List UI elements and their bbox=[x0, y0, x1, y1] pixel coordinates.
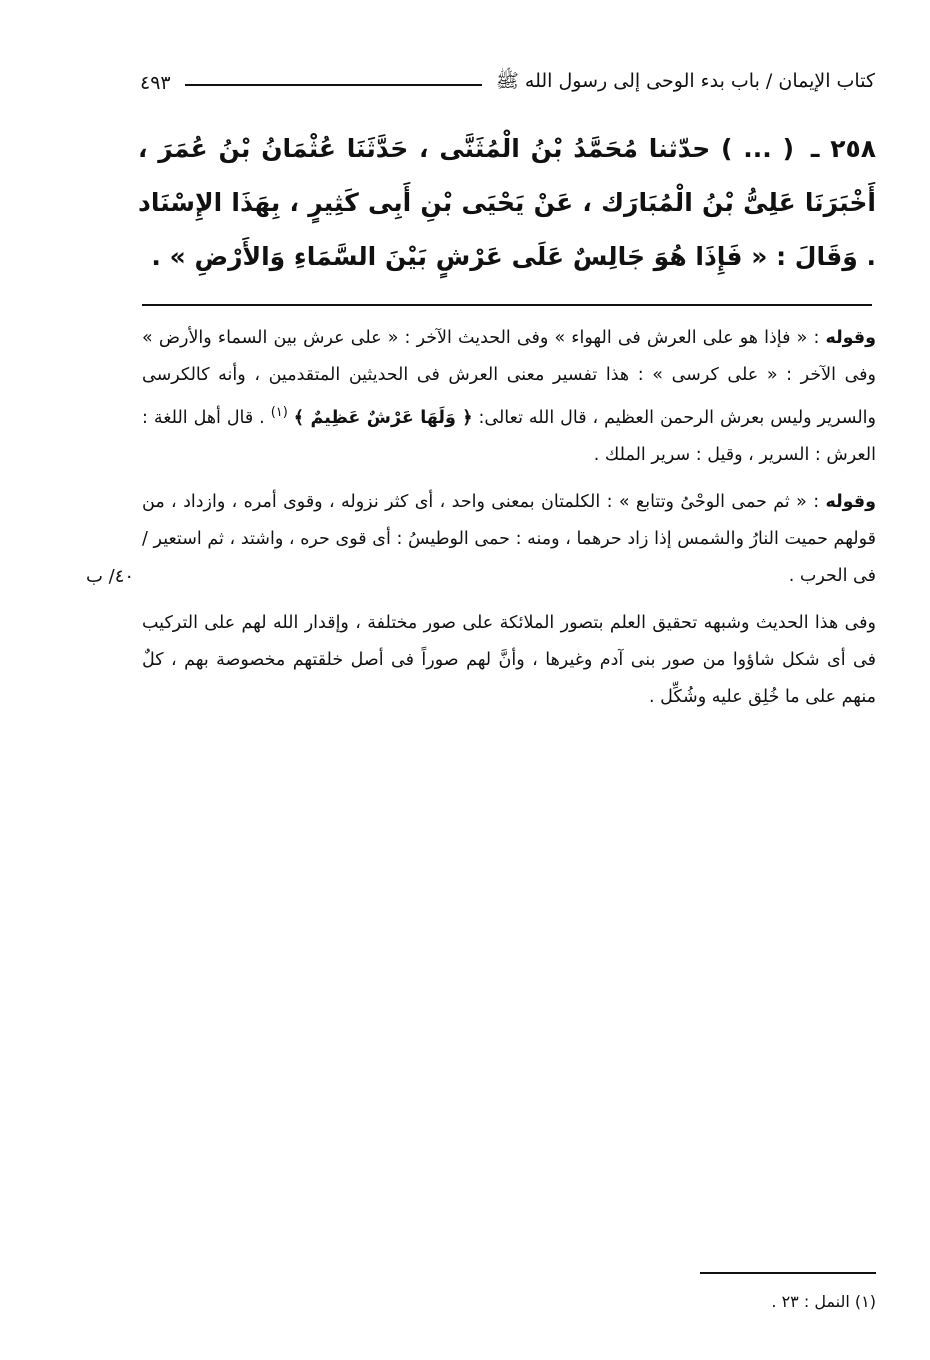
hadith-body: ( ... ) حدّثنا مُحَمَّدُ بْنُ الْمُثَنَّى ، حَدَّثَنَا عُثْمَانُ بْنُ عُمَرَ ، أَخْبَرَنَا عَلِىُّ بْنُ الْمُبَارَك ، عَنْ يَحْيَى بْنِ أَبِى كَثِيرٍ ، بِهَذَا الإِسْنَاد . وَقَالَ : « فَإِذَا هُوَ جَالِسٌ عَلَى عَرْشٍ بَيْنَ السَّمَاءِ وَالأَرْضِ » . bbox=[138, 134, 876, 271]
footnote: (١) النمل : ٢٣ . bbox=[771, 1292, 876, 1311]
paragraph-lead: وقوله bbox=[825, 328, 876, 348]
page-number: ٤٩٣ bbox=[140, 72, 171, 94]
quran-quote: ﴿ وَلَهَا عَرْشٌ عَظِيمٌ ﴾ bbox=[293, 407, 473, 428]
section-divider bbox=[142, 304, 872, 306]
commentary-paragraph-1 bbox=[142, 320, 876, 474]
header-rule bbox=[185, 84, 482, 86]
hadith-text-block bbox=[138, 122, 876, 284]
commentary-paragraph-3 bbox=[142, 605, 876, 716]
paragraph-text: وفى هذا الحديث وشبهه تحقيق العلم بتصور الملائكة على صور مختلفة ، وإقدار الله لهم على التركيب فى أى شكل شاؤوا من صور بنى آدم وغيرها ، وأنَّ لهم صوراً فى أصل خلقتهم مخصوصة بهم ، كلٌ منهم على ما خُلِق عليه وشُكِّل . bbox=[142, 612, 876, 707]
paragraph-text-end: . قال أهل اللغة : العرش : السرير ، وقيل : سرير الملك . bbox=[142, 407, 876, 465]
commentary-paragraph-2 bbox=[142, 484, 876, 595]
footnote-rule bbox=[700, 1272, 876, 1274]
footnote-reference[interactable]: (١) bbox=[270, 405, 288, 420]
running-header bbox=[140, 66, 875, 100]
paragraph-lead: وقوله bbox=[825, 491, 876, 512]
paragraph-text: : « فإذا هو على العرش فى الهواء » وفى الحديث الآخر : « على عرش بين السماء والأرض » وفى الآخر : « على كرسى » : هذا تفسير معنى العرش فى الحديثين المتقدمين ، وأنه كالكرسى والسرير وليس بعرش الرحمن العظيم ، قال الله تعالى: bbox=[142, 328, 876, 428]
hadith-number: ٢٥٨ ـ bbox=[810, 134, 876, 163]
commentary-block bbox=[142, 320, 876, 726]
running-title: كتاب الإيمان / باب بدء الوحى إلى رسول الله ﷺ bbox=[495, 70, 875, 92]
paragraph-text: : « ثم حمى الوحْىُ وتتابع » : الكلمتان بمعنى واحد ، أى كثر نزوله ، وقوى أمره ، وازداد ، من قولهم حميت النارُ والشمس إذا زاد حرهما ، ومنه : حمى الوطيسُ : أى قوى حره ، واشتد ، ثم استعير / فى الحرب . bbox=[142, 491, 876, 586]
manuscript-folio-note: ٤٠/ ب bbox=[85, 566, 135, 587]
